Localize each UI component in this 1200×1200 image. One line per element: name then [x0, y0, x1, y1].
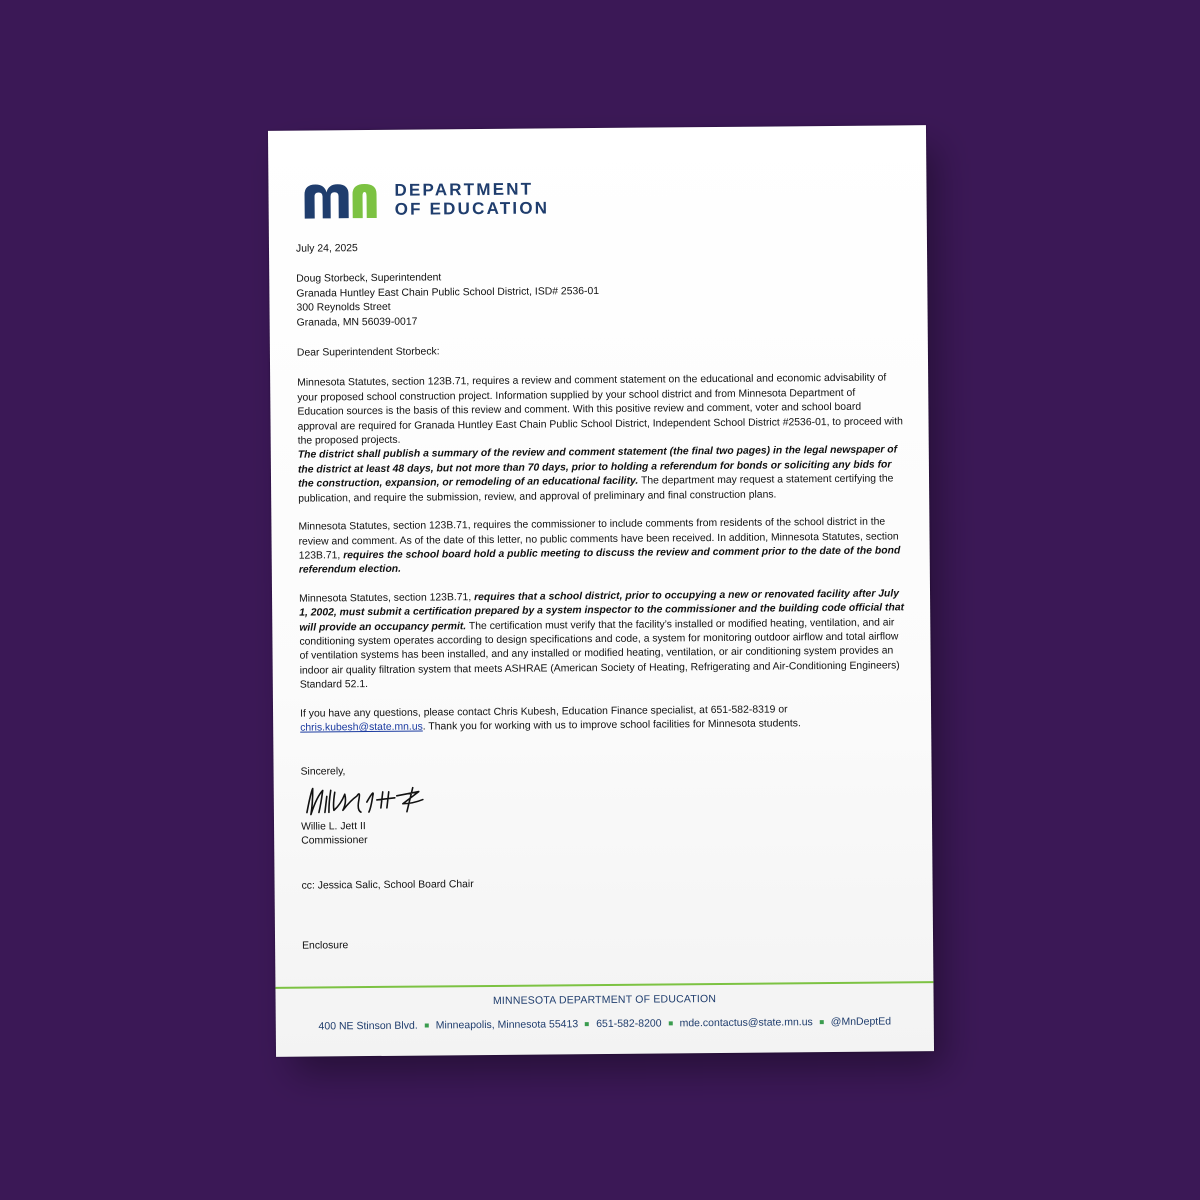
signer-name: Willie L. Jett II	[300, 820, 366, 833]
paragraph-1: Minnesota Statutes, section 123B.71, requires a review and comment statement on the educational and economic advisability of your proposed school construction project. Information supplied by your school district and from Minnesota Department of Education sources is the basis of this review and comment. With this positive review and comment, voter and school board approval are required for Granada Huntley East Chain Public School District, Independent School District #2536-01, to proceed with the proposed projects.	[297, 372, 903, 447]
mn-logo-icon	[302, 180, 384, 221]
signer-title: Commissioner	[301, 835, 368, 847]
paragraph-5-text: If you have any questions, please contact Chris Kubesh, Education Finance specialist, at 651-582-8319 or	[300, 703, 788, 720]
footer-address: 400 NE Stinson Blvd.	[318, 1019, 418, 1033]
paragraph-2-text: The department may request a statement certifying the publication, and require the submission, review, and approval of preliminary and final construction plans.	[298, 473, 894, 505]
signature-image	[301, 781, 441, 820]
footer-phone: 651-582-8200	[596, 1017, 662, 1031]
enclosure-line: Enclosure	[302, 940, 349, 952]
footer-city: Minneapolis, Minnesota 55413	[435, 1018, 579, 1032]
paragraph-5-rest: . Thank you for working with us to improve school facilities for Minnesota students.	[422, 718, 801, 733]
contact-email-link[interactable]: chris.kubesh@state.mn.us	[300, 721, 423, 734]
recipient-line: Granada, MN 56039-0017	[296, 316, 418, 329]
paragraph-3-emphasis: requires the school board hold a public meeting to discuss the review and comment prior to the date of the bond referendum election.	[298, 545, 901, 576]
paragraph-4-text: Minnesota Statutes, section 123B.71,	[299, 591, 475, 605]
footer-org-name: MINNESOTA DEPARTMENT OF EDUCATION	[492, 993, 717, 1007]
logo-line-1: DEPARTMENT	[394, 179, 534, 200]
footer-social[interactable]: @MnDeptEd	[830, 1015, 892, 1029]
paragraph-3-text: Minnesota Statutes, section 123B.71, requires the commissioner to include comments from residents of the school district in the review and comment. As of the date of this letter, no public comments have been received. In addition, Minnesota Statutes, section 123B.71,	[298, 516, 899, 562]
recipient-line: Granada Huntley East Chain Public School District, ISD# 2536-01	[296, 285, 600, 300]
paragraph-2-emphasis: The district shall publish a summary of the review and comment statement (the final two pages) in the legal newspaper of the district at least 48 days, but not more than 70 days, prior to holding a referendum for bonds or soliciting any bids for the construction, expansion, or remodeling of an educational facility.	[297, 444, 898, 490]
logo-wordmark	[394, 179, 549, 218]
letter-date: July 24, 2025	[295, 243, 358, 255]
mde-logo	[302, 178, 549, 220]
cc-line: cc: Jessica Salic, School Board Chair	[301, 878, 474, 892]
letter-page	[268, 125, 934, 1057]
paragraph-3	[298, 515, 904, 578]
separator-dot-icon	[425, 1024, 429, 1028]
separator-dot-icon	[669, 1022, 673, 1026]
recipient-line: 300 Reynolds Street	[296, 302, 391, 314]
paragraph-4-emphasis: requires that a school district, prior to occupying a new or renovated facility after July 1, 2002, must submit a certification prepared by a system inspector to the commissioner and the building code official that will provide an occupancy permit.	[299, 588, 905, 634]
paragraph-4-rest: The certification must verify that the facility’s installed or modified heating, ventilation, and air conditioning system operates according to design specifications and code, a system for monitoring outdoor airflow and total airflow of ventilation systems has been installed, and any installed or modified heating, ventilation, or air conditioning system provides an indoor air quality filtration system that meets ASHRAE (American Society of Heating, Refrigerating and Air-Conditioning Engineers) Standard 52.1.	[299, 616, 900, 691]
logo-line-2: OF EDUCATION	[394, 198, 550, 219]
letter-body	[296, 237, 908, 954]
recipient-line: Doug Storbeck, Superintendent	[296, 272, 442, 286]
footer-email[interactable]: mde.contactus@state.mn.us	[679, 1016, 813, 1030]
closing: Sincerely,	[300, 766, 346, 779]
paragraph-2	[298, 444, 904, 507]
footer-divider	[275, 981, 933, 989]
footer-contact	[276, 1015, 934, 1033]
paragraph-4	[299, 587, 906, 693]
salutation: Dear Superintendent Storbeck:	[296, 346, 440, 359]
separator-dot-icon	[820, 1020, 824, 1024]
separator-dot-icon	[585, 1022, 589, 1026]
